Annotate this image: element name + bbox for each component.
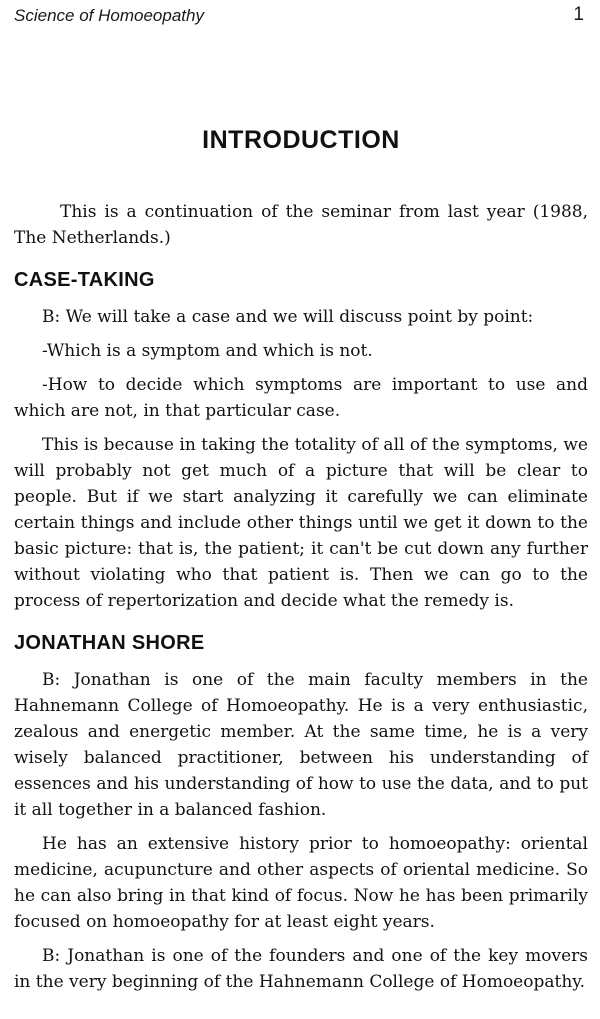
paragraph: -How to decide which symptoms are important to use and which are not, in that particular case. xyxy=(14,375,588,421)
paragraph: -Which is a symptom and which is not. xyxy=(42,341,373,361)
page-content xyxy=(14,126,588,1003)
chapter-title: INTRODUCTION xyxy=(202,126,400,154)
paragraph: B: Jonathan is one of the founders and one of the key movers in the very beginning of the Hahnemann College of Homoeopathy. xyxy=(14,946,588,992)
paragraph: This is because in taking the totality of all of the symptoms, we will probably not get much of a picture that will be clear to people. But if we start analyzing it carefully we can eliminate certain things and include other things until we get it down to the basic picture: that is, the patient; it can't be cut down any further without violating who that patient is. Then we can go to the process of repertorization and decide what the remedy is. xyxy=(14,435,588,611)
paragraph: B: We will take a case and we will discuss point by point: xyxy=(42,307,534,327)
page-number: 1 xyxy=(573,4,584,25)
section-heading-jonathan-shore: JONATHAN SHORE xyxy=(14,632,205,654)
paragraph: B: Jonathan is one of the main faculty members in the Hahnemann College of Homoeopathy. He is a very enthusiastic, zealous and energetic member. At the same time, he is a very wisely balanced practitioner, between his understanding of essences and his understanding of how to use the data, and to put it all together in a balanced fashion. xyxy=(14,670,588,820)
running-head: Science of Homoeopathy xyxy=(14,6,204,25)
paragraph: He has an extensive history prior to homoeopathy: oriental medicine, acupuncture and other aspects of oriental medicine. So he can also bring in that kind of focus. Now he has been primarily focused on homoeopathy for at least eight years. xyxy=(14,834,588,932)
section-heading-case-taking: CASE-TAKING xyxy=(14,269,155,291)
intro-paragraph: This is a continuation of the seminar from last year (1988, The Netherlands.) xyxy=(14,202,588,248)
